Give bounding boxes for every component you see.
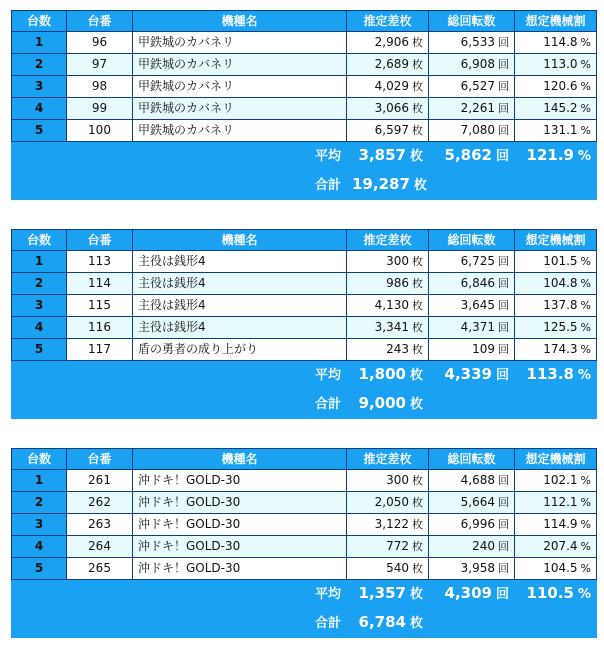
- machine-number: 263: [67, 514, 133, 536]
- coins-unit: 枚: [412, 58, 423, 71]
- machine-number: 98: [67, 76, 133, 98]
- table-row: [12, 120, 597, 142]
- total-spins-cell: [429, 273, 515, 295]
- est-coins-cell: [347, 339, 429, 361]
- total-spins-value: 6,533: [460, 35, 495, 49]
- avg-coins-cell: [347, 580, 429, 609]
- machine-number: 265: [67, 558, 133, 580]
- table-row: [12, 98, 597, 120]
- coins-unit: 枚: [412, 36, 423, 49]
- table-row: [12, 558, 597, 580]
- avg-coins-value: 3,857: [358, 146, 406, 164]
- payout-rate-cell: [515, 32, 597, 54]
- avg-spins-value: 4,339: [444, 365, 492, 383]
- machine-number: 114: [67, 273, 133, 295]
- unit-index: 2: [12, 273, 67, 295]
- unit-index: 4: [12, 536, 67, 558]
- table-row: [12, 251, 597, 273]
- average-label: 平均: [12, 361, 347, 390]
- unit-index: 5: [12, 558, 67, 580]
- payout-rate-cell: [515, 536, 597, 558]
- machine-table: [11, 229, 597, 419]
- total-spins-cell: [429, 54, 515, 76]
- model-name: 沖ドキ！GOLD-30: [133, 470, 347, 492]
- payout-rate-value: 104.5: [543, 561, 578, 575]
- spins-unit: 回: [498, 562, 509, 575]
- col-header-model-name: 機種名: [133, 11, 347, 32]
- col-header-payout-rate: 想定機械割: [515, 449, 597, 470]
- payout-rate-cell: [515, 492, 597, 514]
- est-coins-value: 3,341: [374, 320, 409, 334]
- total-row: [12, 171, 597, 200]
- spins-unit: 回: [498, 58, 509, 71]
- est-coins-value: 2,689: [374, 57, 409, 71]
- est-coins-cell: [347, 251, 429, 273]
- pct-unit: %: [580, 474, 591, 487]
- col-header-payout-rate: 想定機械割: [515, 230, 597, 251]
- est-coins-value: 4,029: [374, 79, 409, 93]
- total-spins-cell: [429, 251, 515, 273]
- payout-rate-cell: [515, 295, 597, 317]
- model-name: 盾の勇者の成り上がり: [133, 339, 347, 361]
- avg-spins-value: 5,862: [444, 146, 492, 164]
- coins-unit: 枚: [412, 321, 423, 334]
- pct-unit: %: [577, 149, 591, 164]
- table-header-row: [12, 11, 597, 32]
- col-header-machine-no: 台番: [67, 230, 133, 251]
- coins-unit: 枚: [412, 80, 423, 93]
- table-row: [12, 32, 597, 54]
- col-header-est-coins: 推定差枚: [347, 11, 429, 32]
- unit-index: 5: [12, 339, 67, 361]
- pct-unit: %: [580, 124, 591, 137]
- total-spins-value: 109: [472, 342, 495, 356]
- total-coins-cell: [347, 390, 429, 419]
- col-header-unit-count: 台数: [12, 449, 67, 470]
- coins-unit: 枚: [412, 540, 423, 553]
- spins-unit: 回: [498, 518, 509, 531]
- unit-index: 3: [12, 76, 67, 98]
- unit-index: 3: [12, 295, 67, 317]
- total-spins-cell: [429, 339, 515, 361]
- col-header-unit-count: 台数: [12, 230, 67, 251]
- total-label: 合計: [12, 171, 347, 200]
- col-header-machine-no: 台番: [67, 11, 133, 32]
- machine-number: 117: [67, 339, 133, 361]
- pct-unit: %: [580, 58, 591, 71]
- avg-rate-value: 121.9: [526, 146, 574, 164]
- pct-unit: %: [580, 277, 591, 290]
- est-coins-cell: [347, 317, 429, 339]
- table-row: [12, 273, 597, 295]
- total-spins-cell: [429, 558, 515, 580]
- coins-unit: 枚: [412, 518, 423, 531]
- total-label: 合計: [12, 390, 347, 419]
- total-coins-cell: [347, 171, 429, 200]
- pct-unit: %: [577, 368, 591, 383]
- unit-index: 1: [12, 470, 67, 492]
- col-header-est-coins: 推定差枚: [347, 230, 429, 251]
- payout-rate-cell: [515, 317, 597, 339]
- pct-unit: %: [580, 299, 591, 312]
- total-spins-cell: [429, 470, 515, 492]
- est-coins-value: 3,066: [374, 101, 409, 115]
- unit-index: 4: [12, 317, 67, 339]
- machine-number: 116: [67, 317, 133, 339]
- payout-rate-cell: [515, 558, 597, 580]
- coins-unit: 枚: [412, 343, 423, 356]
- col-header-est-coins: 推定差枚: [347, 449, 429, 470]
- total-spins-cell: [429, 317, 515, 339]
- avg-rate-cell: [515, 142, 597, 171]
- est-coins-cell: [347, 558, 429, 580]
- payout-rate-value: 114.9: [543, 517, 578, 531]
- col-header-total-spins: 総回転数: [429, 449, 515, 470]
- machine-table: [11, 448, 597, 638]
- table-row: [12, 492, 597, 514]
- total-coins-value: 6,784: [358, 613, 406, 631]
- est-coins-value: 2,050: [374, 495, 409, 509]
- est-coins-value: 2,906: [374, 35, 409, 49]
- est-coins-cell: [347, 514, 429, 536]
- est-coins-value: 6,597: [374, 123, 409, 137]
- table-row: [12, 470, 597, 492]
- machine-number: 113: [67, 251, 133, 273]
- table-header-row: [12, 449, 597, 470]
- avg-spins-cell: [429, 361, 515, 390]
- total-coins-cell: [347, 609, 429, 638]
- coins-unit: 枚: [412, 255, 423, 268]
- col-header-payout-rate: 想定機械割: [515, 11, 597, 32]
- coins-unit: 枚: [412, 102, 423, 115]
- average-label: 平均: [12, 580, 347, 609]
- est-coins-value: 300: [386, 473, 409, 487]
- average-label: 平均: [12, 142, 347, 171]
- unit-index: 2: [12, 492, 67, 514]
- avg-coins-cell: [347, 142, 429, 171]
- est-coins-cell: [347, 98, 429, 120]
- est-coins-value: 3,122: [374, 517, 409, 531]
- table-row: [12, 514, 597, 536]
- total-spins-cell: [429, 98, 515, 120]
- total-spins-value: 3,645: [460, 298, 495, 312]
- est-coins-cell: [347, 54, 429, 76]
- col-header-total-spins: 総回転数: [429, 11, 515, 32]
- est-coins-cell: [347, 120, 429, 142]
- avg-rate-value: 113.8: [526, 365, 574, 383]
- spins-unit: 回: [495, 368, 509, 383]
- machine-number: 115: [67, 295, 133, 317]
- machine-number: 97: [67, 54, 133, 76]
- payout-rate-value: 104.8: [543, 276, 578, 290]
- avg-rate-cell: [515, 580, 597, 609]
- coins-unit: 枚: [409, 616, 423, 631]
- payout-rate-cell: [515, 470, 597, 492]
- pct-unit: %: [580, 518, 591, 531]
- avg-coins-value: 1,800: [358, 365, 406, 383]
- total-spins-cell: [429, 492, 515, 514]
- pct-unit: %: [580, 562, 591, 575]
- payout-rate-value: 113.0: [543, 57, 578, 71]
- payout-rate-value: 207.4: [543, 539, 578, 553]
- col-header-unit-count: 台数: [12, 11, 67, 32]
- total-spins-cell: [429, 76, 515, 98]
- spins-unit: 回: [498, 102, 509, 115]
- payout-rate-value: 174.3: [543, 342, 578, 356]
- payout-rate-value: 137.8: [543, 298, 578, 312]
- pct-unit: %: [580, 343, 591, 356]
- est-coins-value: 300: [386, 254, 409, 268]
- est-coins-value: 772: [386, 539, 409, 553]
- total-spins-value: 7,080: [460, 123, 495, 137]
- total-spins-value: 6,725: [460, 254, 495, 268]
- model-name: 主役は銭形4: [133, 295, 347, 317]
- est-coins-cell: [347, 295, 429, 317]
- unit-index: 3: [12, 514, 67, 536]
- spins-unit: 回: [495, 587, 509, 602]
- payout-rate-value: 131.1: [543, 123, 578, 137]
- spins-unit: 回: [498, 343, 509, 356]
- pct-unit: %: [580, 255, 591, 268]
- total-coins-value: 19,287: [352, 175, 410, 193]
- model-name: 甲鉄城のカバネリ: [133, 76, 347, 98]
- total-spins-value: 4,371: [460, 320, 495, 334]
- payout-rate-cell: [515, 251, 597, 273]
- payout-rate-cell: [515, 54, 597, 76]
- coins-unit: 枚: [409, 368, 423, 383]
- table-row: [12, 76, 597, 98]
- payout-rate-cell: [515, 273, 597, 295]
- payout-rate-value: 145.2: [543, 101, 578, 115]
- total-empty-cell: [429, 390, 597, 419]
- model-name: 沖ドキ！GOLD-30: [133, 492, 347, 514]
- coins-unit: 枚: [412, 562, 423, 575]
- machine-number: 96: [67, 32, 133, 54]
- total-row: [12, 609, 597, 638]
- pct-unit: %: [580, 540, 591, 553]
- total-row: [12, 390, 597, 419]
- coins-unit: 枚: [409, 149, 423, 164]
- unit-index: 4: [12, 98, 67, 120]
- spins-unit: 回: [498, 496, 509, 509]
- payout-rate-value: 120.6: [543, 79, 578, 93]
- model-name: 甲鉄城のカバネリ: [133, 98, 347, 120]
- est-coins-cell: [347, 470, 429, 492]
- machine-number: 264: [67, 536, 133, 558]
- total-spins-value: 3,958: [460, 561, 495, 575]
- est-coins-cell: [347, 76, 429, 98]
- unit-index: 1: [12, 32, 67, 54]
- est-coins-value: 4,130: [374, 298, 409, 312]
- unit-index: 1: [12, 251, 67, 273]
- average-row: [12, 142, 597, 171]
- coins-unit: 枚: [409, 397, 423, 412]
- model-name: 甲鉄城のカバネリ: [133, 120, 347, 142]
- model-name: 主役は銭形4: [133, 273, 347, 295]
- machine-table: [11, 10, 597, 200]
- spins-unit: 回: [498, 36, 509, 49]
- payout-rate-value: 114.8: [543, 35, 578, 49]
- col-header-total-spins: 総回転数: [429, 230, 515, 251]
- model-name: 沖ドキ！GOLD-30: [133, 536, 347, 558]
- total-spins-cell: [429, 514, 515, 536]
- unit-index: 2: [12, 54, 67, 76]
- total-spins-cell: [429, 120, 515, 142]
- spins-unit: 回: [498, 474, 509, 487]
- col-header-model-name: 機種名: [133, 230, 347, 251]
- pct-unit: %: [580, 80, 591, 93]
- coins-unit: 枚: [413, 178, 427, 193]
- coins-unit: 枚: [409, 587, 423, 602]
- avg-rate-cell: [515, 361, 597, 390]
- machine-number: 99: [67, 98, 133, 120]
- coins-unit: 枚: [412, 299, 423, 312]
- table-row: [12, 339, 597, 361]
- total-empty-cell: [429, 171, 597, 200]
- coins-unit: 枚: [412, 277, 423, 290]
- coins-unit: 枚: [412, 496, 423, 509]
- est-coins-value: 986: [386, 276, 409, 290]
- machine-number: 262: [67, 492, 133, 514]
- pct-unit: %: [580, 321, 591, 334]
- spins-unit: 回: [498, 299, 509, 312]
- coins-unit: 枚: [412, 474, 423, 487]
- payout-rate-value: 101.5: [543, 254, 578, 268]
- pct-unit: %: [580, 102, 591, 115]
- total-spins-value: 6,908: [460, 57, 495, 71]
- est-coins-cell: [347, 492, 429, 514]
- avg-rate-value: 110.5: [526, 584, 574, 602]
- total-empty-cell: [429, 609, 597, 638]
- spins-unit: 回: [498, 277, 509, 290]
- est-coins-value: 243: [386, 342, 409, 356]
- spins-unit: 回: [498, 540, 509, 553]
- total-spins-value: 4,688: [460, 473, 495, 487]
- avg-coins-value: 1,357: [358, 584, 406, 602]
- table-row: [12, 295, 597, 317]
- model-name: 主役は銭形4: [133, 251, 347, 273]
- pct-unit: %: [580, 36, 591, 49]
- total-coins-value: 9,000: [358, 394, 406, 412]
- spins-unit: 回: [498, 80, 509, 93]
- pct-unit: %: [577, 587, 591, 602]
- col-header-machine-no: 台番: [67, 449, 133, 470]
- avg-spins-value: 4,309: [444, 584, 492, 602]
- spins-unit: 回: [498, 321, 509, 334]
- est-coins-value: 540: [386, 561, 409, 575]
- payout-rate-cell: [515, 339, 597, 361]
- spins-unit: 回: [495, 149, 509, 164]
- table-row: [12, 536, 597, 558]
- est-coins-cell: [347, 536, 429, 558]
- payout-rate-cell: [515, 76, 597, 98]
- total-spins-value: 6,527: [460, 79, 495, 93]
- col-header-model-name: 機種名: [133, 449, 347, 470]
- model-name: 沖ドキ！GOLD-30: [133, 558, 347, 580]
- est-coins-cell: [347, 273, 429, 295]
- avg-coins-cell: [347, 361, 429, 390]
- average-row: [12, 361, 597, 390]
- spins-unit: 回: [498, 255, 509, 268]
- est-coins-cell: [347, 32, 429, 54]
- payout-rate-cell: [515, 514, 597, 536]
- payout-rate-value: 102.1: [543, 473, 578, 487]
- machine-number: 261: [67, 470, 133, 492]
- table-row: [12, 54, 597, 76]
- total-spins-cell: [429, 295, 515, 317]
- spins-unit: 回: [498, 124, 509, 137]
- model-name: 甲鉄城のカバネリ: [133, 32, 347, 54]
- model-name: 主役は銭形4: [133, 317, 347, 339]
- unit-index: 5: [12, 120, 67, 142]
- coins-unit: 枚: [412, 124, 423, 137]
- table-header-row: [12, 230, 597, 251]
- table-row: [12, 317, 597, 339]
- total-spins-value: 240: [472, 539, 495, 553]
- total-spins-value: 2,261: [460, 101, 495, 115]
- payout-rate-cell: [515, 120, 597, 142]
- machine-number: 100: [67, 120, 133, 142]
- payout-rate-cell: [515, 98, 597, 120]
- total-spins-value: 5,664: [460, 495, 495, 509]
- total-spins-cell: [429, 536, 515, 558]
- avg-spins-cell: [429, 580, 515, 609]
- average-row: [12, 580, 597, 609]
- total-spins-value: 6,996: [460, 517, 495, 531]
- total-label: 合計: [12, 609, 347, 638]
- model-name: 甲鉄城のカバネリ: [133, 54, 347, 76]
- payout-rate-value: 112.1: [543, 495, 578, 509]
- total-spins-value: 6,846: [460, 276, 495, 290]
- avg-spins-cell: [429, 142, 515, 171]
- pct-unit: %: [580, 496, 591, 509]
- payout-rate-value: 125.5: [543, 320, 578, 334]
- model-name: 沖ドキ！GOLD-30: [133, 514, 347, 536]
- total-spins-cell: [429, 32, 515, 54]
